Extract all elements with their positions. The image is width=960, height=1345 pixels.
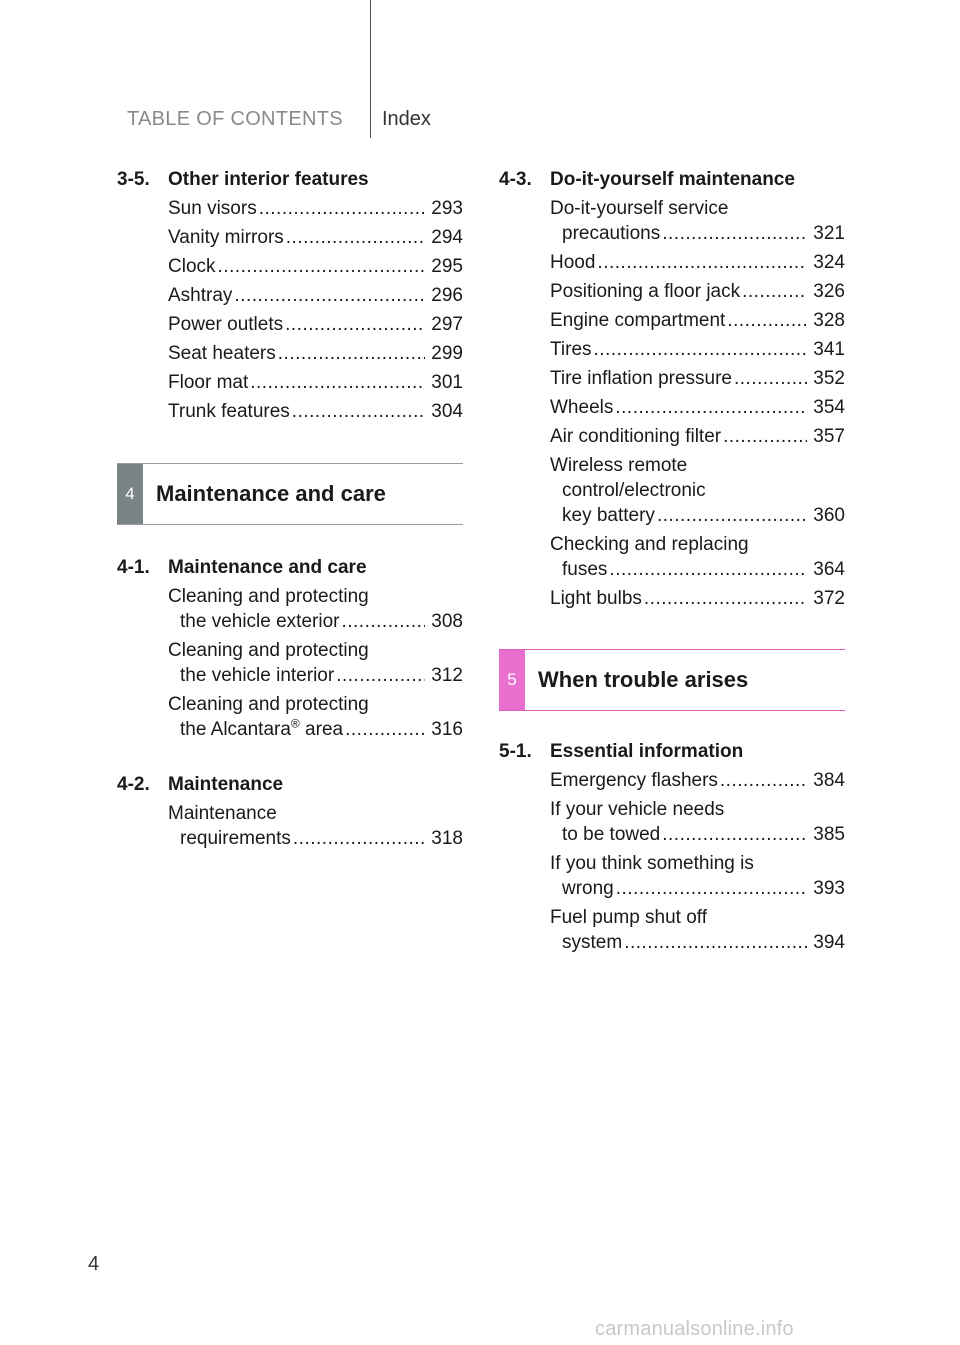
left-column (117, 168, 463, 851)
toc-entry[interactable]: Positioning a floor jack ..... 326 (550, 279, 845, 304)
page-number: 295 (431, 256, 463, 277)
section-entries-4-3 (550, 196, 845, 611)
toc-entry[interactable]: Wireless remote control/electronic key battery ..... 360 (550, 453, 845, 528)
section-heading-4-3: 4-3. Do-it-yourself maintenance (499, 169, 795, 190)
section-heading-5-1: 5-1. Essential information (499, 741, 744, 762)
page-number: 341 (813, 339, 845, 360)
toc-entry[interactable]: Cleaning and protecting the vehicle exterior ..... 308 (168, 584, 463, 634)
section-entries-4-1 (168, 584, 463, 742)
page-number: 304 (431, 401, 463, 422)
toc-entry[interactable]: Light bulbs ..... 372 (550, 586, 845, 611)
section-entries-5-1 (550, 768, 845, 955)
toc-entry[interactable]: Seat heaters ..... 299 (168, 341, 463, 366)
page-number: 321 (813, 223, 845, 244)
page-number: 308 (431, 611, 463, 632)
page-number: 360 (813, 505, 845, 526)
page-number: 294 (431, 227, 463, 248)
toc-entry[interactable]: Wheels ..... 354 (550, 395, 845, 420)
toc-entry[interactable]: Tire inflation pressure ..... 352 (550, 366, 845, 391)
table-of-contents-link[interactable]: TABLE OF CONTENTS (127, 108, 343, 130)
top-navigation (0, 0, 960, 140)
section-heading-4-2: 4-2. Maintenance (117, 774, 284, 795)
page-number: 312 (431, 665, 463, 686)
page-number: 372 (813, 588, 845, 609)
toc-entry[interactable]: Emergency flashers ..... 384 (550, 768, 845, 793)
toc-entry[interactable]: Sun visors ..... 293 (168, 196, 463, 221)
nav-divider (370, 0, 371, 138)
page-number: 384 (813, 770, 845, 791)
chapter-5-tab: 5 (499, 650, 525, 710)
toc-entry[interactable]: Checking and replacing fuses ..... 364 (550, 532, 845, 582)
toc-entry[interactable]: Maintenance requirements ..... 318 (168, 801, 463, 851)
toc-entry[interactable]: Vanity mirrors ..... 294 (168, 225, 463, 250)
toc-entry[interactable]: If your vehicle needs to be towed ..... 385 (550, 797, 845, 847)
page-number: 296 (431, 285, 463, 306)
index-link[interactable]: Index (382, 108, 431, 130)
page-number: 385 (813, 824, 845, 845)
toc-entry[interactable]: Hood ..... 324 (550, 250, 845, 275)
chapter-5-header[interactable] (499, 649, 845, 711)
section-heading-3-5: 3-5. Other interior features (117, 169, 369, 190)
page-number: 393 (813, 878, 845, 899)
page-number: 324 (813, 252, 845, 273)
toc-entry[interactable]: If you think something is wrong ..... 393 (550, 851, 845, 901)
toc-entry[interactable]: Cleaning and protecting the vehicle interior ..... 312 (168, 638, 463, 688)
page-number: 326 (813, 281, 845, 302)
toc-entry[interactable]: Ashtray ..... 296 (168, 283, 463, 308)
page-number: 316 (431, 719, 463, 740)
chapter-4-tab: 4 (117, 464, 143, 524)
page-number: 354 (813, 397, 845, 418)
page-number-footer: 4 (88, 1253, 100, 1275)
toc-entry[interactable]: Floor mat ..... 301 (168, 370, 463, 395)
page-number: 293 (431, 198, 463, 219)
page-number: 357 (813, 426, 845, 447)
section-entries-3-5 (168, 196, 463, 424)
page-number: 318 (431, 828, 463, 849)
page-number: 328 (813, 310, 845, 331)
page-number: 301 (431, 372, 463, 393)
chapter-4-title: Maintenance and care (156, 481, 386, 506)
page-number: 394 (813, 932, 845, 953)
right-column (499, 168, 845, 955)
page-number: 297 (431, 314, 463, 335)
chapter-4-header[interactable] (117, 463, 463, 525)
toc-entry[interactable]: Power outlets ..... 297 (168, 312, 463, 337)
toc-entry[interactable]: Cleaning and protecting the Alcantara® area ..... 316 (168, 692, 463, 742)
toc-entry[interactable]: Engine compartment ..... 328 (550, 308, 845, 333)
toc-entry[interactable]: Clock ..... 295 (168, 254, 463, 279)
page-number: 299 (431, 343, 463, 364)
watermark: carmanualsonline.info (595, 1318, 794, 1340)
section-heading-4-1: 4-1. Maintenance and care (117, 557, 367, 578)
toc-entry[interactable]: Trunk features ..... 304 (168, 399, 463, 424)
toc-entry[interactable]: Do-it-yourself service precautions ..... 321 (550, 196, 845, 246)
section-entries-4-2 (168, 801, 463, 851)
toc-entry[interactable]: Tires ..... 341 (550, 337, 845, 362)
page-number: 364 (813, 559, 845, 580)
toc-entry[interactable]: Fuel pump shut off system ..... 394 (550, 905, 845, 955)
chapter-5-title: When trouble arises (538, 667, 749, 692)
page-number: 352 (813, 368, 845, 389)
toc-entry[interactable]: Air conditioning filter ..... 357 (550, 424, 845, 449)
